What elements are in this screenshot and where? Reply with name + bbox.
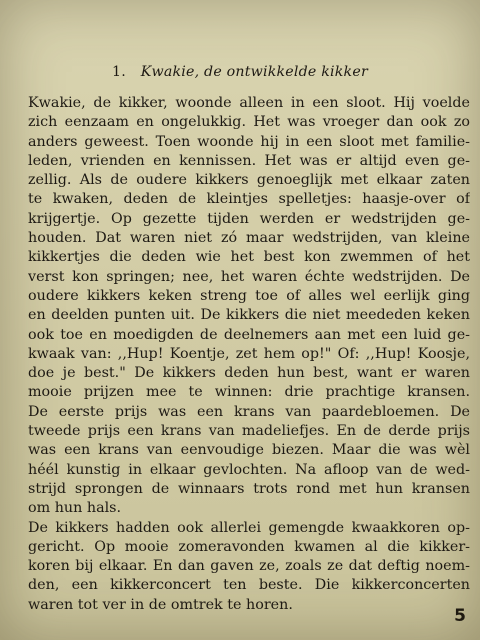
text-line: leden, vrienden en kennissen. Het was er altijd even ge-: [28, 152, 470, 169]
text-line: De eerste prijs was een krans van paardebloemen. De: [28, 403, 470, 420]
text-line: was een krans van eenvoudige biezen. Maar die was wèl: [28, 442, 470, 459]
chapter-title: Kwakie, de ontwikkelde kikker: [140, 64, 368, 80]
text-line: houden. Dat waren niet zó maar wedstrijden, van kleine: [28, 230, 470, 247]
text-line: héél kunstig in elkaar gevlochten. Na afloop van de wed-: [28, 461, 470, 478]
text-line: zich eenzaam en ongelukkig. Het was vroeger dan ook zo: [28, 114, 470, 131]
paragraph-end-line: om hun hals.: [28, 500, 122, 517]
paragraph-end-line: waren tot ver in de omtrek te horen.: [28, 596, 293, 613]
text-line: krijgertje. Op gezette tijden werden er wedstrijden ge-: [28, 210, 470, 227]
text-line: Kwakie, de kikker, woonde alleen in een sloot. Hij voelde: [28, 95, 470, 111]
text-line: verst kon springen; nee, het waren échte wedstrijden. De: [28, 268, 470, 285]
text-line: te kwaken, deden de kleintjes spelletjes: haasje-over of: [28, 191, 470, 208]
text-line: ook toe en moedigden de deelnemers aan met een luid ge-: [28, 326, 470, 343]
page-number: 5: [454, 606, 466, 626]
text-line: kikkertjes die deden wie het best kon zwemmen of het: [28, 249, 470, 266]
text-line: en deelden punten uit. De kikkers die niet meededen keken: [28, 307, 470, 324]
text-line: strijd sprongen de winnaars trots rond met hun kransen: [28, 480, 470, 497]
text-line: doe je best." De kikkers deden hun best, want er waren: [28, 365, 470, 382]
text-line: oudere kikkers keken streng toe of alles wel eerlijk ging: [28, 287, 470, 304]
text-line: anders geweest. Toen woonde hij in een sloot met familie-: [28, 133, 470, 150]
story-text: [28, 94, 470, 615]
text-line: den, een kikkerconcert ten beste. Die kikkerconcerten: [28, 577, 470, 594]
text-line: zellig. Als de oudere kikkers genoeglijk met elkaar zaten: [28, 172, 470, 189]
text-line: De kikkers hadden ook allerlei gemengde kwaakkoren op-: [28, 519, 470, 536]
chapter-number: 1.: [112, 64, 126, 80]
text-line: tweede prijs een krans van madeliefjes. En de derde prijs: [28, 423, 470, 440]
text-line: mooie prijzen mee te winnen: drie prachtige kransen.: [28, 384, 470, 401]
text-line: gericht. Op mooie zomeravonden kwamen al die kikker-: [28, 538, 470, 555]
text-line: kwaak van: ,,Hup! Koentje, zet hem op!" Of: ,,Hup! Koosje,: [28, 345, 470, 362]
text-line: koren bij elkaar. En dan gaven ze, zoals ze dat deftig noem-: [28, 558, 470, 575]
chapter-heading: [0, 64, 480, 80]
